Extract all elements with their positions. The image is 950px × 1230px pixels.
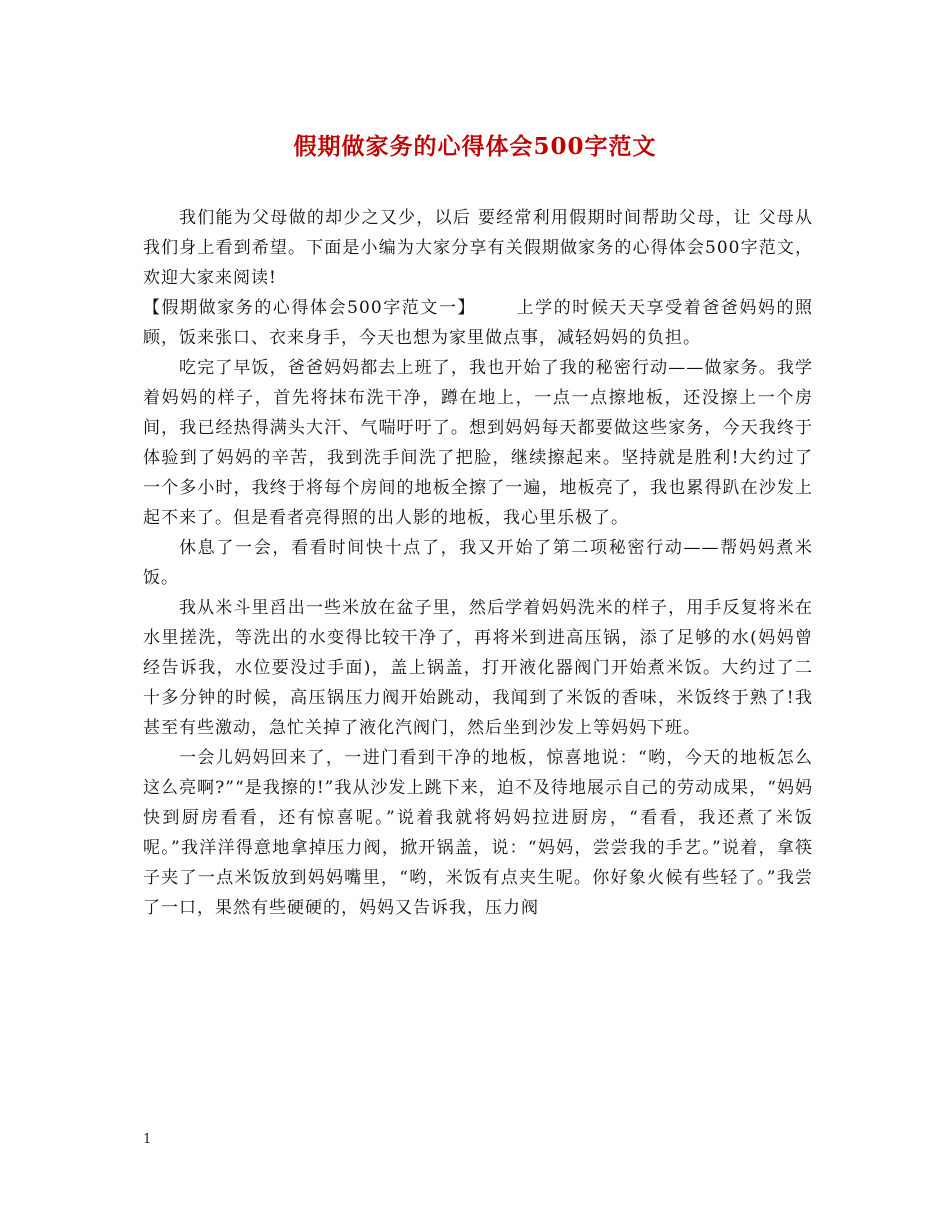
body-paragraph: 休息了一会，看看时间快十点了，我又开始了第二项秘密行动——帮妈妈煮米饭。 (143, 538, 813, 588)
section-first-text: 上学的时候天天享受着爸爸妈妈的照顾，饭来张口、衣来身手，今天也想为家里做点事，减轻妈妈的负担。 (143, 298, 814, 348)
intro-paragraph: 我们能为父母做的却少之又少，以后 要经常利用假期时间帮助父母，让 父母从我们身上看到希望。下面是小编为大家分享有关假期做家务的心得体会500字范文，欢迎大家来阅读! (143, 208, 813, 288)
page-number: 1 (143, 1132, 152, 1147)
body-paragraph: 我从米斗里舀出一些米放在盆子里，然后学着妈妈洗米的样子，用手反复将米在水里搓洗，等洗出的水变得比较干净了，再将米到进高压锅，添了足够的水(妈妈曾经告诉我，水位要没过手面)，盖上锅盖，打开液化器阀门开始煮米饭。大约过了二十多分钟的时候，高压锅压力阀开始跳动，我闻到了米饭的香味，米饭终于熟了!我甚至有些激动，急忙关掉了液化汽阀门，然后坐到沙发上等妈妈下班。 (143, 598, 813, 738)
body-paragraph: 一会儿妈妈回来了，一进门看到干净的地板，惊喜地说：“哟，今天的地板怎么这么亮啊?”“是我擦的!”我从沙发上跳下来，迫不及待地展示自己的劳动成果，“妈妈快到厨房看看，还有惊喜呢。”说着我就将妈妈拉进厨房，“看看，我还煮了米饭呢。”我洋洋得意地拿掉压力阀，掀开锅盖，说：“妈妈，尝尝我的手艺。”说着，拿筷子夹了一点米饭放到妈妈嘴里，“哟，米饭有点夹生呢。你好象火候有些轻了。”我尝了一口，果然有些硬硬的，妈妈又告诉我，压力阀 (143, 748, 813, 918)
document-title: 假期做家务的心得体会500字范文 (293, 133, 657, 160)
body-paragraph: 吃完了早饭，爸爸妈妈都去上班了，我也开始了我的秘密行动——做家务。我学着妈妈的样子，首先将抹布洗干净，蹲在地上，一点一点擦地板，还没擦上一个房间，我已经热得满头大汗、气喘吁吁了。想到妈妈每天都要做这些家务，今天我终于体验到了妈妈的辛苦，我到洗手间洗了把脸，继续擦起来。坚持就是胜利!大约过了一个多小时，我终于将每个房间的地板全擦了一遍，地板亮了，我也累得趴在沙发上起不来了。但是看者亮得照的出人影的地板，我心里乐极了。 (143, 358, 813, 528)
section-heading: 【假期做家务的心得体会500字范文一】 (143, 298, 477, 318)
section-first-paragraph (143, 293, 813, 353)
document-body (143, 203, 813, 923)
